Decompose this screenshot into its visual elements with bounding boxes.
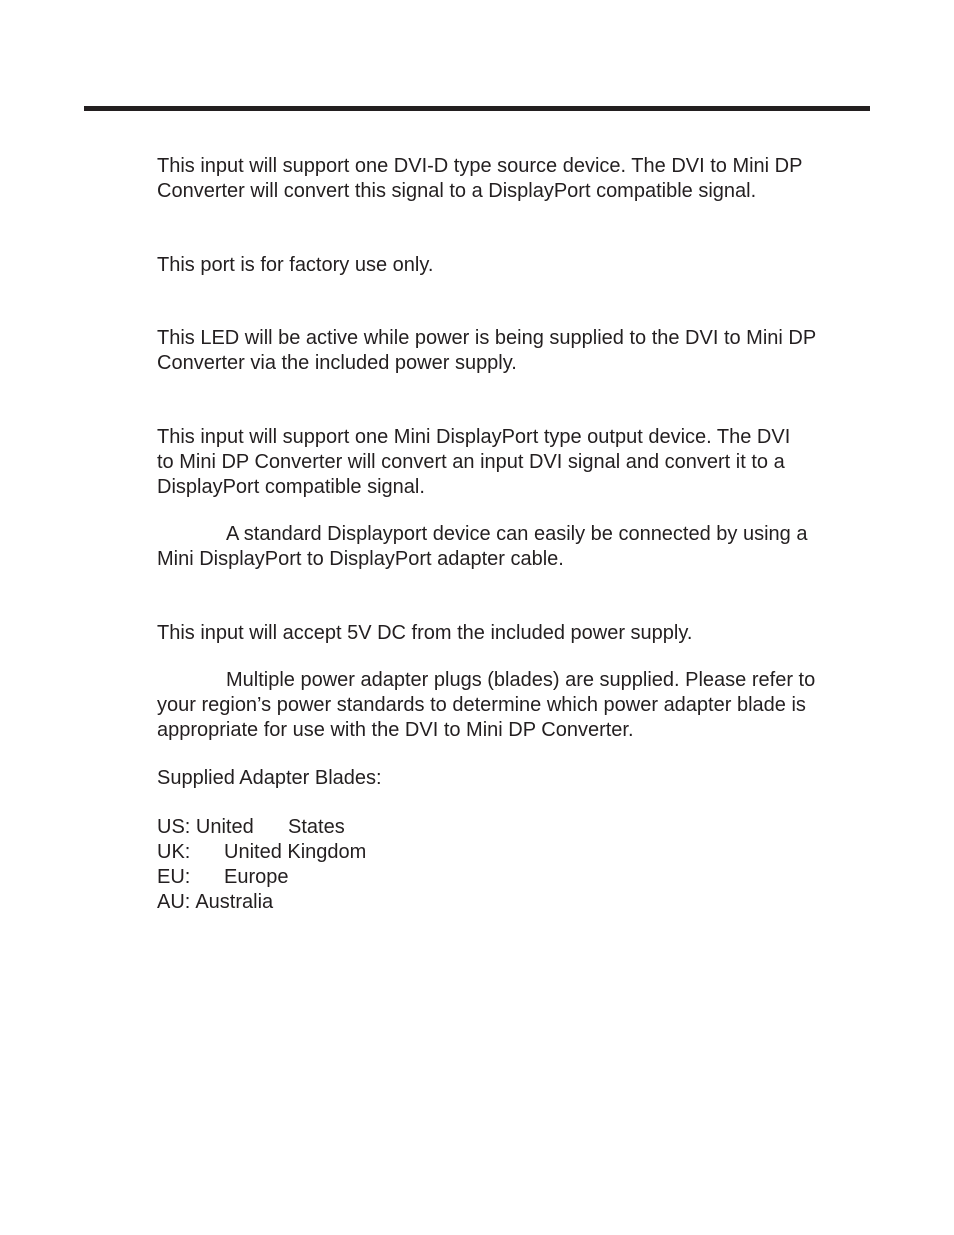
text-line: This port is for factory use only.: [157, 254, 434, 276]
power-input-description: [157, 621, 837, 646]
blade-name: Europe: [224, 866, 289, 888]
dvi-input-description: [157, 154, 837, 204]
text-line: [157, 522, 837, 547]
text-line: appropriate for use with the DVI to Mini DP Converter.: [157, 719, 634, 741]
blade-code: UK:: [157, 841, 191, 863]
text-line: This input will accept 5V DC from the included power supply.: [157, 622, 693, 644]
text-line: Supplied Adapter Blades:: [157, 767, 382, 789]
text-line: This LED will be active while power is being supplied to the DVI to Mini DP: [157, 327, 817, 349]
blade-name: Australia: [195, 891, 274, 913]
power-input-note: [157, 668, 837, 743]
mini-dp-output-note: [157, 522, 837, 572]
power-led-description: [157, 326, 837, 376]
mini-dp-output-description: [157, 425, 837, 500]
text-line: This input will support one DVI-D type source device. The DVI to Mini DP: [157, 155, 803, 177]
blade-code: EU:: [157, 866, 191, 888]
blade-item-uk: [157, 840, 366, 865]
blade-item-au: [157, 890, 273, 915]
header-rule: [84, 106, 870, 111]
blade-name: United Kingdom: [224, 841, 367, 863]
blade-name: States: [288, 816, 345, 838]
blade-item-eu: [157, 865, 289, 890]
note-text: Multiple power adapter plugs (blades) are supplied. Please refer to: [226, 669, 816, 691]
blades-heading: [157, 766, 837, 791]
note-text: A standard Displayport device can easily be connected by using a: [226, 523, 808, 545]
text-line: to Mini DP Converter will convert an input DVI signal and convert it to a: [157, 451, 785, 473]
blade-code: AU:: [157, 891, 191, 913]
blade-code: US: United: [157, 816, 254, 838]
text-line: [157, 668, 837, 693]
blade-item-us: [157, 815, 345, 840]
text-line: DisplayPort compatible signal.: [157, 476, 425, 498]
text-line: Mini DisplayPort to DisplayPort adapter cable.: [157, 548, 564, 570]
text-line: Converter will convert this signal to a DisplayPort compatible signal.: [157, 180, 757, 202]
text-line: Converter via the included power supply.: [157, 352, 517, 374]
factory-port-description: [157, 253, 837, 278]
text-line: This input will support one Mini DisplayPort type output device. The DVI: [157, 426, 791, 448]
text-line: your region’s power standards to determine which power adapter blade is: [157, 694, 806, 716]
